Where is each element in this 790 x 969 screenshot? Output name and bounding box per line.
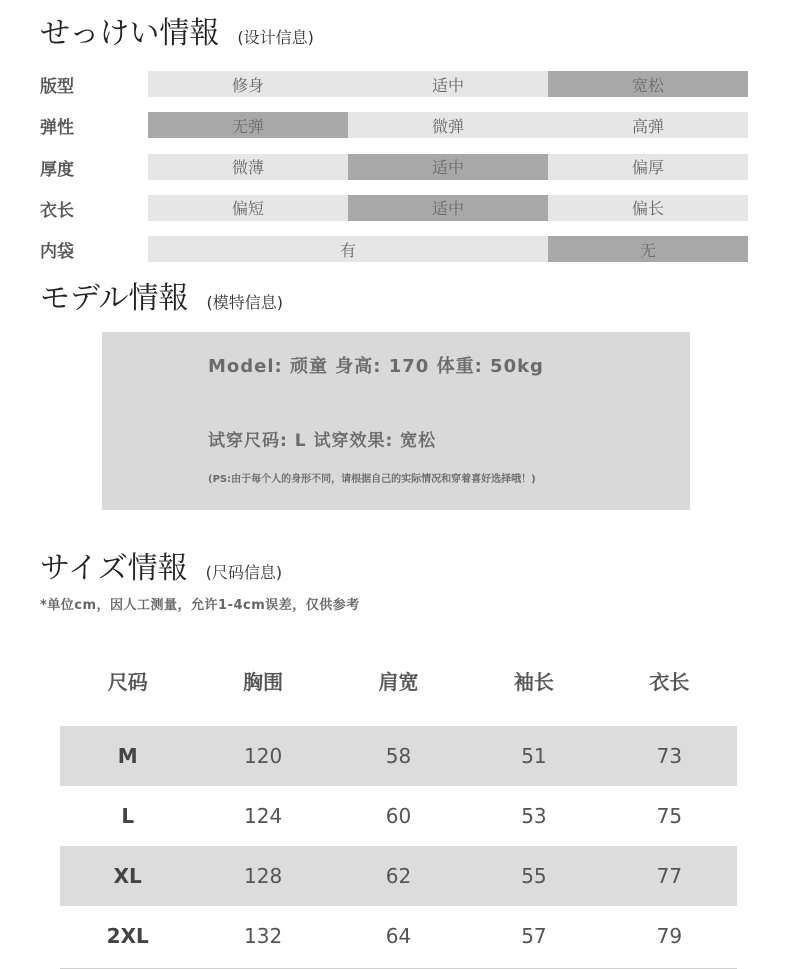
size-title: サイズ情報	[40, 551, 188, 586]
size-label-cell: 2XL	[106, 924, 149, 948]
design-row	[40, 235, 750, 263]
model-title: モデル情報	[40, 281, 189, 316]
table-cell: 53	[521, 804, 547, 828]
size-label-cell: M	[117, 744, 138, 768]
option-bar	[148, 195, 748, 221]
design-row	[40, 70, 750, 98]
table-row	[60, 846, 737, 906]
table-cell: 62	[385, 864, 412, 888]
column-header: 肩宽	[378, 669, 419, 694]
table-cell: 64	[385, 924, 412, 948]
option-segment-selected: 适中	[348, 154, 548, 180]
option-segment: 偏厚	[631, 158, 664, 178]
design-subtitle: (设计信息)	[237, 28, 314, 47]
table-cell: 55	[521, 864, 547, 888]
option-bar	[148, 154, 748, 180]
column-header: 袖长	[513, 669, 554, 694]
option-segment: 修身	[231, 75, 264, 95]
table-cell: 57	[521, 924, 547, 948]
table-cell: 120	[244, 744, 283, 768]
option-segment: 有	[339, 240, 356, 260]
design-table	[40, 70, 750, 276]
design-row-label: 内袋	[40, 242, 74, 263]
option-segment-selected: 无弹	[148, 112, 348, 138]
option-segment: 微薄	[231, 158, 264, 178]
table-row	[60, 786, 737, 846]
design-row	[40, 111, 750, 139]
design-row-label: 版型	[40, 77, 74, 97]
design-row-label: 厚度	[40, 159, 74, 180]
size-label-cell: XL	[113, 864, 142, 888]
option-bar	[148, 71, 748, 97]
model-note: (PS:由于每个人的身形不同，请根据自己的实际情况和穿着喜好选择哦！)	[208, 474, 536, 485]
model-subtitle: (模特信息)	[206, 293, 283, 312]
option-bar	[148, 236, 748, 262]
table-row	[60, 906, 737, 966]
option-segment-selected: 无	[548, 236, 748, 262]
table-cell: 128	[244, 864, 283, 888]
model-section-title	[40, 273, 283, 317]
option-bar	[148, 112, 748, 138]
table-cell: 51	[521, 744, 547, 768]
table-cell: 60	[385, 804, 412, 828]
design-row-label: 衣长	[40, 200, 74, 221]
size-section-title	[40, 543, 282, 587]
size-note: *单位cm，因人工测量，允许1-4cm误差，仅供参考	[40, 598, 360, 613]
option-segment: 偏短	[231, 199, 264, 219]
table-cell: 75	[656, 804, 683, 828]
option-segment: 偏长	[631, 199, 664, 219]
table-cell: 77	[656, 864, 683, 888]
size-table-header	[60, 652, 737, 708]
table-cell: 124	[244, 804, 283, 828]
model-fit: 试穿尺码: L 试穿效果: 宽松	[208, 431, 437, 451]
table-cell: 58	[385, 744, 412, 768]
header-spacer	[60, 708, 737, 726]
table-cell: 73	[656, 744, 683, 768]
design-row-label: 弹性	[40, 118, 74, 139]
option-segment: 适中	[431, 75, 464, 95]
option-segment: 微弹	[431, 116, 464, 136]
option-segment-selected: 宽松	[548, 71, 748, 97]
design-section-title	[40, 8, 314, 52]
column-header: 尺码	[107, 669, 148, 694]
option-segment: 高弹	[631, 116, 664, 136]
design-row	[40, 194, 750, 222]
size-subtitle: (尺码信息)	[205, 563, 283, 582]
column-header: 胸围	[243, 669, 284, 694]
model-stats: Model: 顽童 身高: 170 体重: 50kg	[208, 356, 544, 377]
design-title: せっけい情報	[40, 16, 220, 51]
size-label-cell: L	[121, 804, 135, 828]
option-segment-selected: 适中	[348, 195, 548, 221]
table-row	[60, 726, 737, 786]
table-cell: 132	[244, 924, 283, 948]
design-row	[40, 153, 750, 181]
column-header: 衣长	[649, 669, 690, 694]
table-cell: 79	[656, 924, 683, 948]
size-table	[60, 652, 737, 969]
model-info-box	[102, 332, 690, 510]
